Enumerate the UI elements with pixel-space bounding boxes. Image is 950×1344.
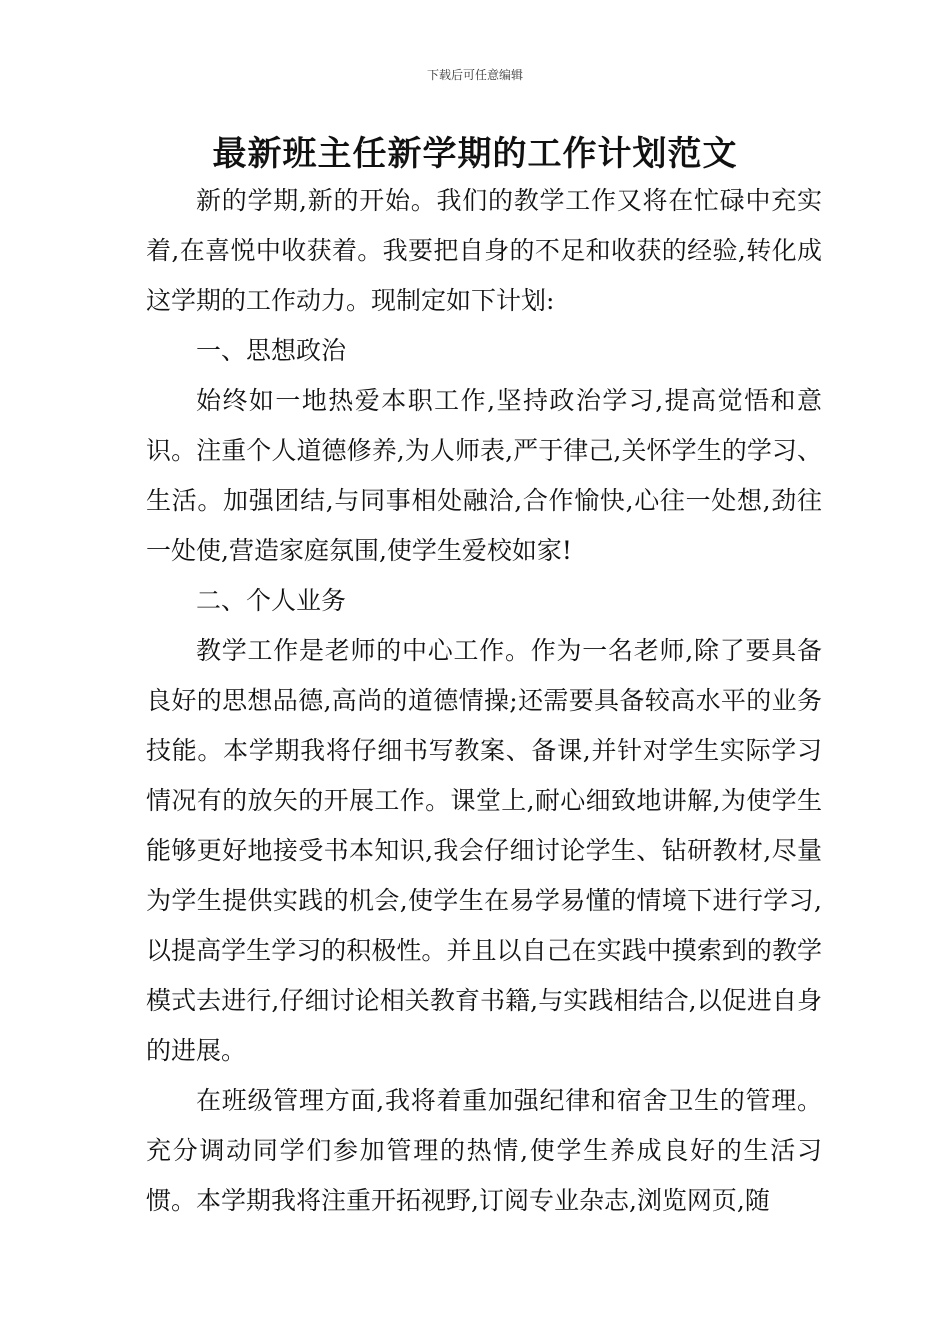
paragraph-ideology: 始终如一地热爱本职工作,坚持政治学习,提高觉悟和意识。注重个人道德修养,为人师表,严于律己,关怀学生的学习、生活。加强团结,与同事相处融洽,合作愉快,心往一处想,劲往一处使,营造家庭氛围,使学生爱校如家! [146,386,822,565]
header-note: 下载后可任意编辑 [426,68,523,82]
paragraph-teaching: 教学工作是老师的中心工作。作为一名老师,除了要具备良好的思想品德,高尚的道德情操;还需要具备较高水平的业务技能。本学期我将仔细书写教案、备课,并针对学生实际学习情况有的放矢的开展工作。课堂上,耐心细致地讲解,为使学生能够更好地接受书本知识,我会仔细讨论学生、钻研教材,尽量为学生提供实践的机会,使学生在易学易懂的情境下进行学习,以提高学生学习的积极性。并且以自己在实践中摸索到的教学模式去进行,仔细讨论相关教育书籍,与实践相结合,以促进自身的进展。 [146,636,822,1065]
document-title: 最新班主任新学期的工作计划范文 [212,134,738,174]
paragraph-intro: 新的学期,新的开始。我们的教学工作又将在忙碌中充实着,在喜悦中收获着。我要把自身的不足和收获的经验,转化成这学期的工作动力。现制定如下计划: [146,186,822,315]
section-heading-ideology: 一、思想政治 [196,336,347,365]
document-body [146,176,822,1226]
paragraph-class-management: 在班级管理方面,我将着重加强纪律和宿舍卫生的管理。充分调动同学们参加管理的热情,使学生养成良好的生活习惯。本学期我将注重开拓视野,订阅专业杂志,浏览网页,随 [146,1086,822,1215]
section-heading-personal-work: 二、个人业务 [196,586,347,615]
